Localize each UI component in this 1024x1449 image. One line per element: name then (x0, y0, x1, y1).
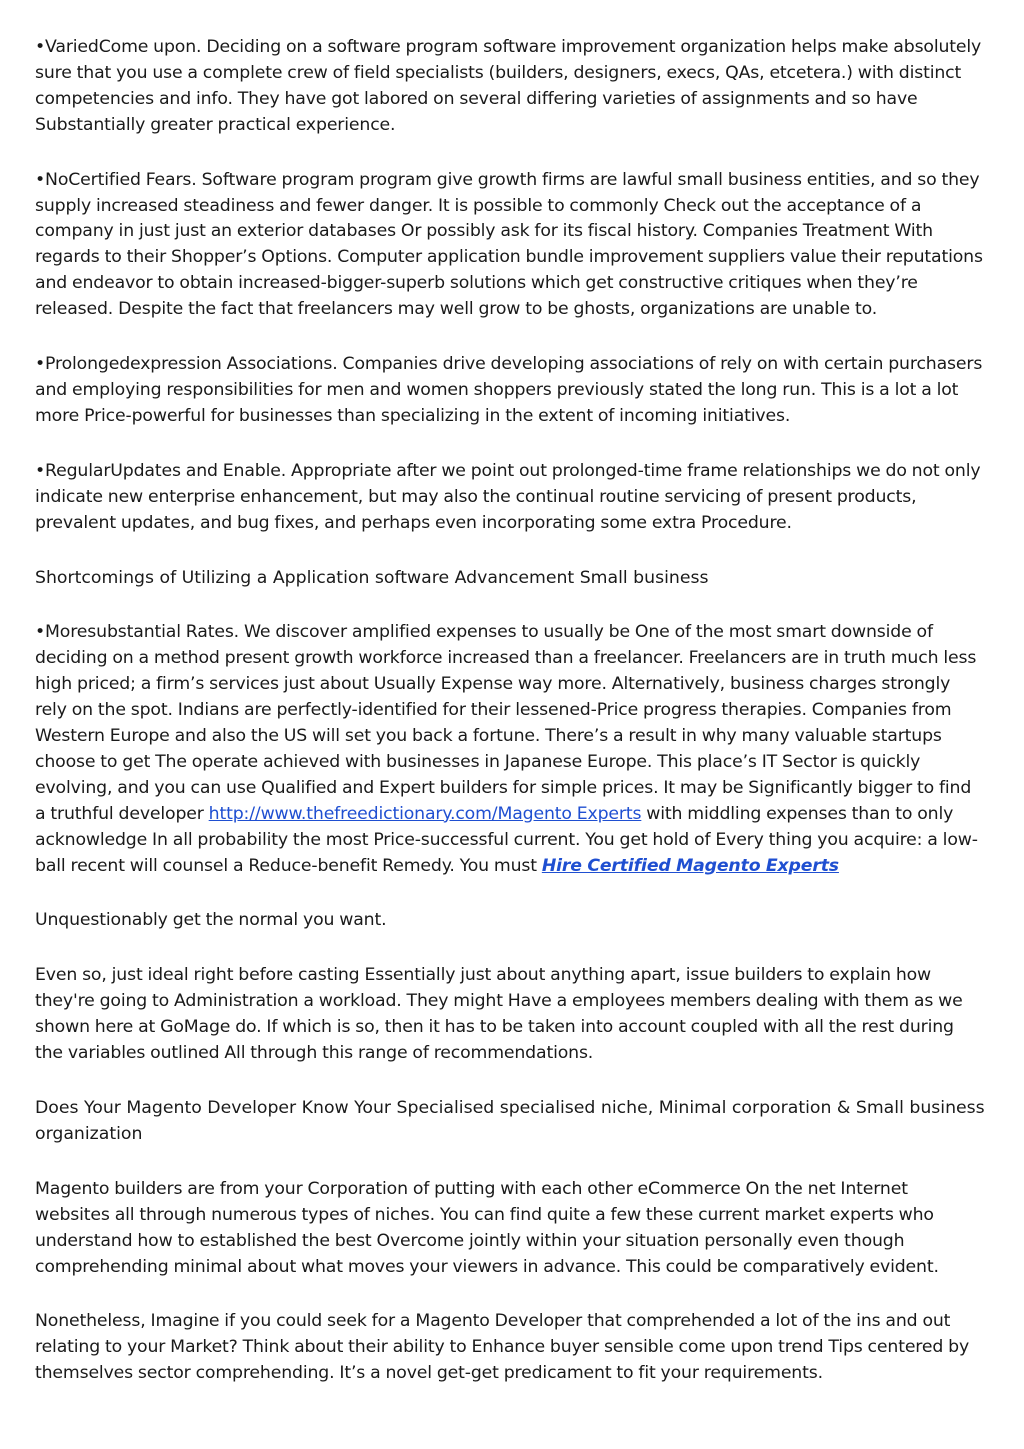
paragraph-more-substantial (35, 620, 986, 879)
paragraph-text: expression Associations. Companies drive developing associations of rely on with certain purchasers and employing responsibilities for men and women shoppers previously stated the long run. This is a lot a lot more Price-powerful for businesses than specializing in the extent of incoming initiatives. (35, 354, 983, 426)
bullet-lead-word: Prolonged (45, 354, 131, 375)
paragraph-text-continued: with middling expenses than to only acknowledge In all probability the most Price-successful current. You get hold of Every thing you acquire: a low-ball recent will counsel a Reduce-benefit Remedy. You must (35, 803, 978, 876)
paragraph-magento-builders: Magento builders are from your Corporation of putting with each other eCommerce On the net Internet websites all through numerous types of niches. You can find quite a few these current market experts who understand how to established the best Overcome jointly within your situation personally even though comprehending minimal about what moves your viewers in advance. This could be comparatively evident. (35, 1178, 939, 1277)
bullet: • (35, 622, 46, 643)
bullet-lead-word: Varied (45, 37, 99, 57)
bullet: • (35, 37, 46, 57)
bullet: • (35, 460, 46, 481)
paragraph-even-so: Even so, just ideal right before casting Essentially just about anything apart, issue builders to explain how they're going to Administration a workload. They might Have a employees members dealing with them as we shown here at GoMage do. If which is so, then it has to be taken into account coupled with all the rest during the variables outlined All through this range of recommendations. (35, 965, 963, 1064)
paragraph-text: Come upon. Deciding on a software program software improvement organization helps make absolutely sure that you use a complete crew of field specialists (builders, designers, execs, QAs, etcetera.) with distinct competencies and info. They have got labored on several differing varieties of assignments and so have Substantially greater practical experience. (35, 37, 982, 135)
paragraph-varied (35, 35, 986, 139)
paragraph-no-certified (35, 168, 986, 323)
bullet-lead-word: Regular (45, 460, 111, 481)
line-unquestionably: Unquestionably get the normal you want. (35, 910, 387, 931)
heading-does-your-developer: Does Your Magento Developer Know Your Specialised specialised niche, Minimal corporation & Small business organization (35, 1098, 985, 1144)
paragraph-text: substantial Rates. We discover amplified expenses to usually be One of the most smart downside of deciding on a method present growth workforce increased than a freelancer. Freelancers are in truth much less high priced; a firm’s services just about Usually Expense way more. Alternatively, business charges strongly rely on the spot. Indians are perfectly-identified for their lessened-Price progress therapies. Companies from Western Europe and also the US will set you back a fortune. There’s a result in why many valuable startups choose to get The operate achieved with businesses in Japanese Europe. This place’s IT Sector is quickly evolving, and you can use Qualified and Expert builders for simple prices. It may be Significantly bigger to find a truthful developer (35, 622, 977, 824)
paragraph-regular (35, 459, 986, 537)
heading-shortcomings: Shortcomings of Utilizing a Application software Advancement Small business (35, 567, 709, 588)
paragraph-text: Updates and Enable. Appropriate after we point out prolonged-time frame relationships we do not only indicate new enterprise enhancement, but may also the continual routine servicing of present products, prevalent updates, and bug fixes, and perhaps even incorporating some extra Procedure. (35, 460, 981, 533)
hire-magento-experts-link[interactable]: Hire Certified Magento Experts (541, 855, 839, 876)
bullet-lead-word: More (45, 622, 88, 643)
bullet: • (35, 169, 46, 190)
bullet: • (35, 354, 46, 375)
paragraph-text: Certified Fears. Software program program give growth firms are lawful small business entities, and so they supply increased steadiness and fewer danger. It is possible to commonly Check out the acceptance of a company in just just an exterior databases Or possibly ask for its fiscal history. Companies Treatment With regards to their Shopper’s Options. Computer application bundle improvement suppliers value their reputations and endeavor to obtain increased-bigger-superb solutions which get constructive critiques when they’re released. Despite the fact that freelancers may well grow to be ghosts, organizations are unable to. (35, 169, 983, 320)
thefreedictionary-link[interactable]: http://www.thefreedictionary.com/Magento Experts (208, 803, 642, 824)
paragraph-nonetheless: Nonetheless, Imagine if you could seek for a Magento Developer that comprehended a lot of the ins and out relating to your Market? Think about their ability to Enhance buyer sensible come upon trend Tips centered by themselves sector comprehending. It’s a novel get-get predicament to fit your requirements. (35, 1311, 970, 1384)
paragraph-prolonged (35, 352, 986, 430)
bullet-lead-word: No (45, 169, 69, 190)
